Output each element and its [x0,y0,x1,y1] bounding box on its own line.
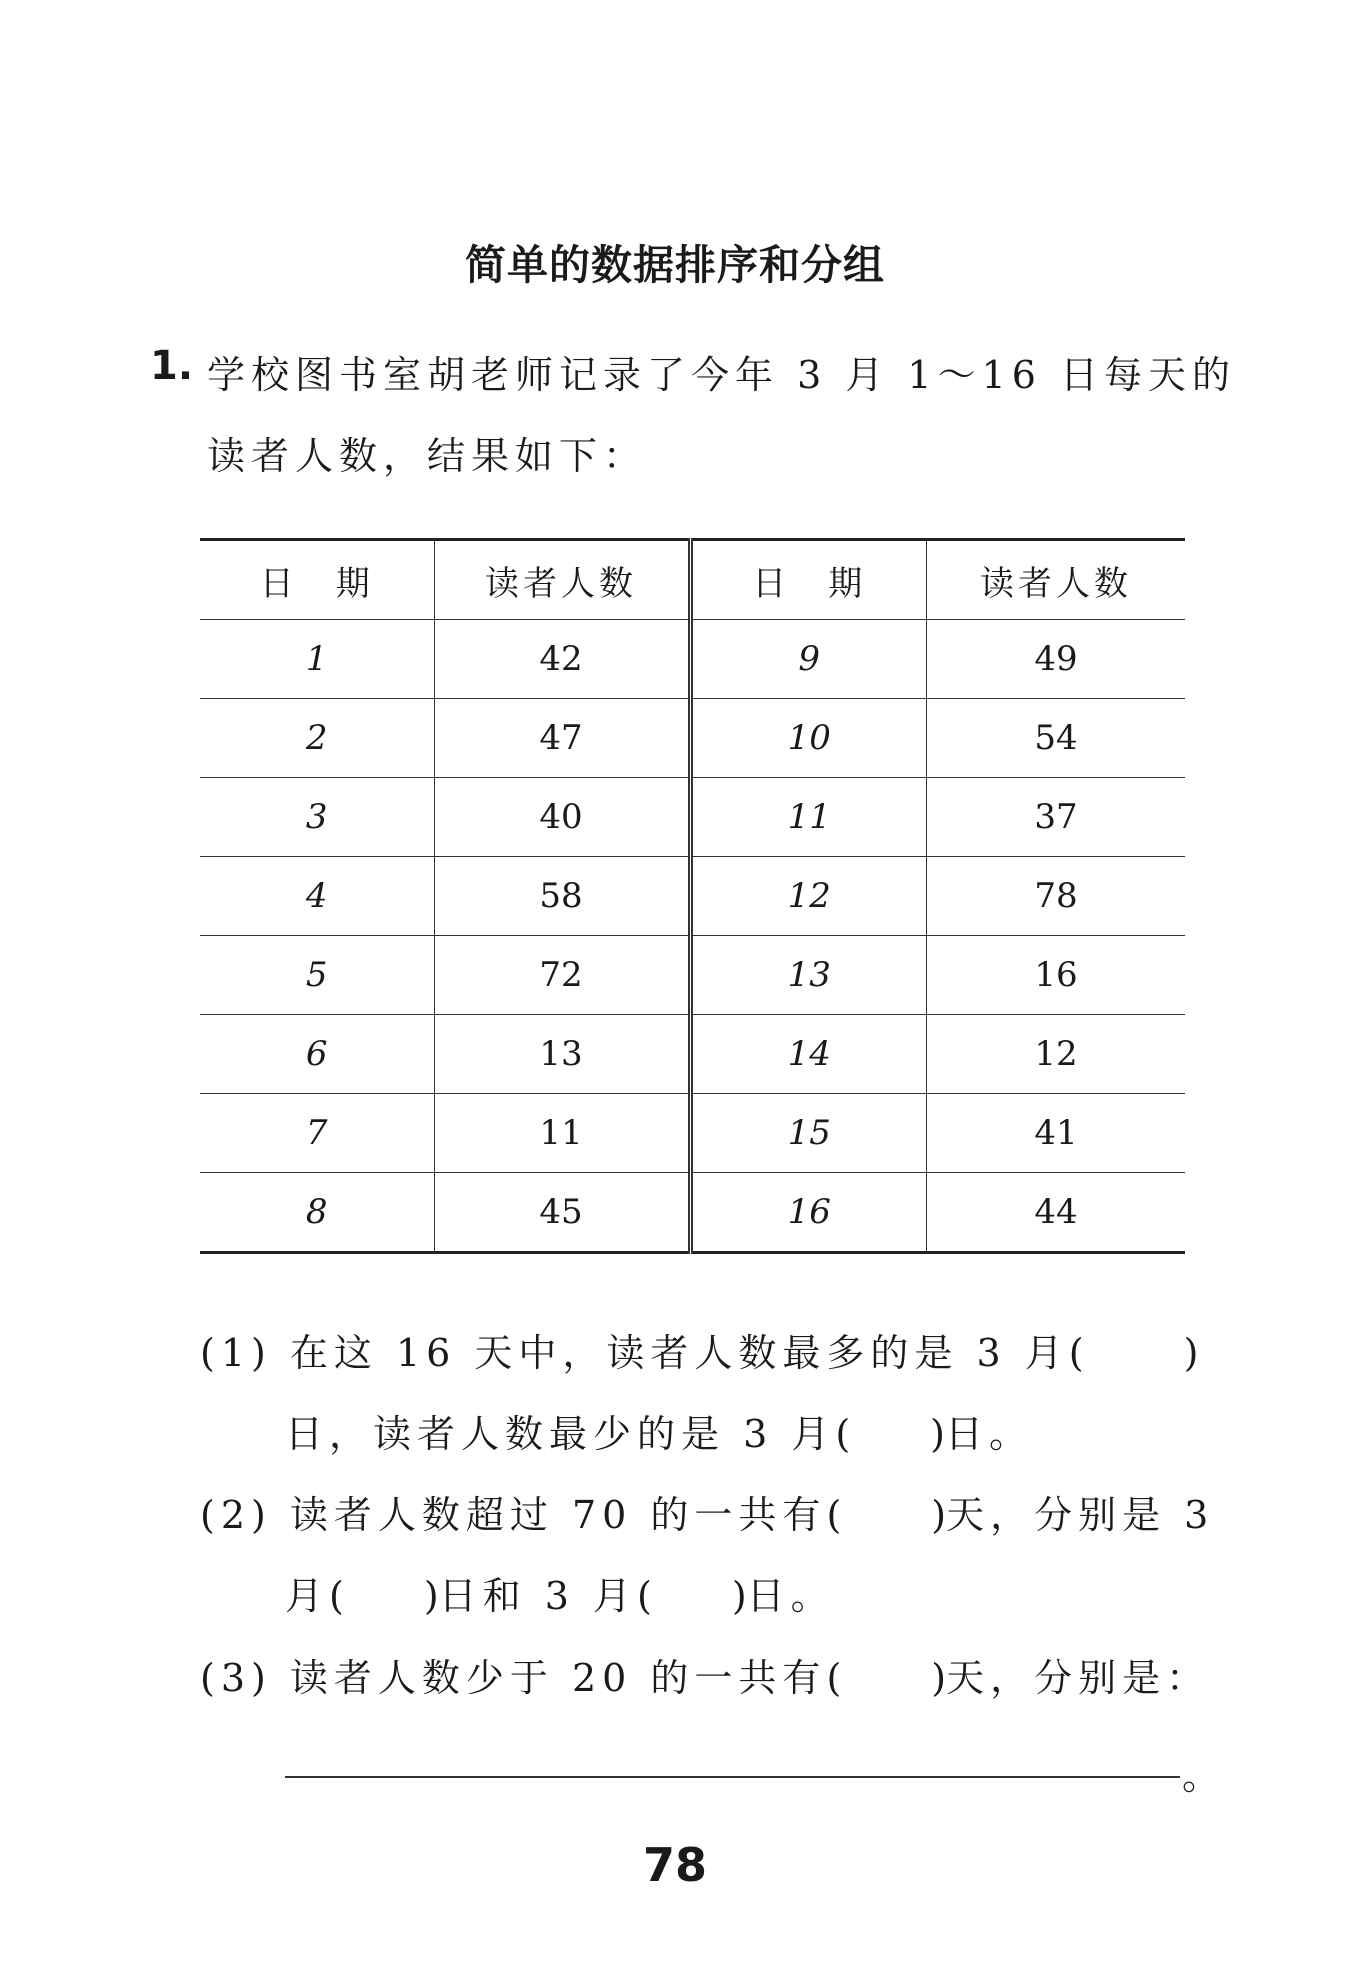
subquestion-2-text: 读者人数超过 70 的一共有 [289,1493,827,1537]
reader-count-cell: 42 [434,620,690,699]
date-cell: 13 [690,936,927,1015]
answer-end-mark: 。 [1182,1754,1221,1798]
reader-count-cell: 44 [927,1173,1186,1253]
subquestion-1-text: 在这 16 天中，读者人数最多的是 3 月 [289,1331,1069,1375]
date-cell: 12 [690,857,927,936]
subquestion-1-line2 [285,1403,1033,1458]
header-date-1: 日 期 [200,540,434,620]
table-row [200,1094,1185,1173]
reader-count-cell: 12 [927,1015,1186,1094]
date-cell: 1 [200,620,434,699]
subquestion-1-text: 日。 [945,1412,1034,1456]
reader-count-table [200,538,1185,1254]
table-row [200,699,1185,778]
date-cell: 6 [200,1015,434,1094]
reader-count-cell: 58 [434,857,690,936]
reader-count-cell: 54 [927,699,1186,778]
subquestion-3-text: 天，分别是： [946,1656,1211,1700]
date-cell: 5 [200,936,434,1015]
subquestion-2-line2 [285,1565,835,1620]
answer-blank[interactable]: ( ) [637,1574,747,1618]
reader-count-cell: 78 [927,857,1186,936]
reader-count-cell: 40 [434,778,690,857]
date-cell: 14 [690,1015,927,1094]
answer-underline[interactable] [285,1776,1180,1778]
header-date-2: 日 期 [690,540,927,620]
reader-count-cell: 37 [927,778,1186,857]
subquestion-2-label: (2) [200,1493,272,1537]
reader-count-cell: 13 [434,1015,690,1094]
subquestion-1-text: 日，读者人数最少的是 3 月 [285,1412,836,1456]
date-cell: 7 [200,1094,434,1173]
subquestion-3-text: 读者人数少于 20 的一共有 [289,1656,827,1700]
date-cell: 2 [200,699,434,778]
table-row [200,1015,1185,1094]
table-row [200,936,1185,1015]
question-number: 1. [150,343,194,389]
reader-count-cell: 47 [434,699,690,778]
date-cell: 3 [200,778,434,857]
subquestion-2-text: 日和 3 月 [438,1574,638,1618]
table-header-row [200,540,1185,620]
date-cell: 10 [690,699,927,778]
page-number: 78 [642,1838,707,1892]
reader-count-cell: 72 [434,936,690,1015]
subquestion-1-line1 [200,1322,1198,1377]
date-cell: 4 [200,857,434,936]
answer-blank[interactable]: ( ) [329,1574,439,1618]
subquestion-2-text: 天，分别是 3 [946,1493,1215,1537]
page-title: 简单的数据排序和分组 [465,241,885,289]
question-intro-line2: 读者人数，结果如下： [207,434,648,478]
table-row [200,1173,1185,1253]
subquestion-3-line1 [200,1647,1210,1702]
answer-blank[interactable]: ( ) [826,1493,947,1537]
date-cell: 11 [690,778,927,857]
reader-count-cell: 41 [927,1094,1186,1173]
header-readers-2: 读者人数 [927,540,1186,620]
date-cell: 9 [690,620,927,699]
table-row [200,857,1185,936]
subquestion-2-line1 [200,1484,1214,1539]
subquestion-3-label: (3) [200,1656,272,1700]
table-row [200,620,1185,699]
reader-count-cell: 49 [927,620,1186,699]
subquestion-2-text: 日。 [746,1574,835,1618]
header-readers-1: 读者人数 [434,540,690,620]
date-cell: 15 [690,1094,927,1173]
reader-count-cell: 45 [434,1173,690,1253]
answer-blank[interactable]: ( ) [835,1412,945,1456]
reader-count-cell: 11 [434,1094,690,1173]
date-cell: 16 [690,1173,927,1253]
answer-blank[interactable]: ( ) [1068,1331,1199,1375]
table-row [200,778,1185,857]
date-cell: 8 [200,1173,434,1253]
subquestion-2-text: 月 [285,1574,330,1618]
question-intro-line1: 学校图书室胡老师记录了今年 3 月 1～16 日每天的 [207,353,1237,397]
answer-blank[interactable]: ( ) [826,1656,947,1700]
subquestion-1-label: (1) [200,1331,272,1375]
reader-count-cell: 16 [927,936,1186,1015]
